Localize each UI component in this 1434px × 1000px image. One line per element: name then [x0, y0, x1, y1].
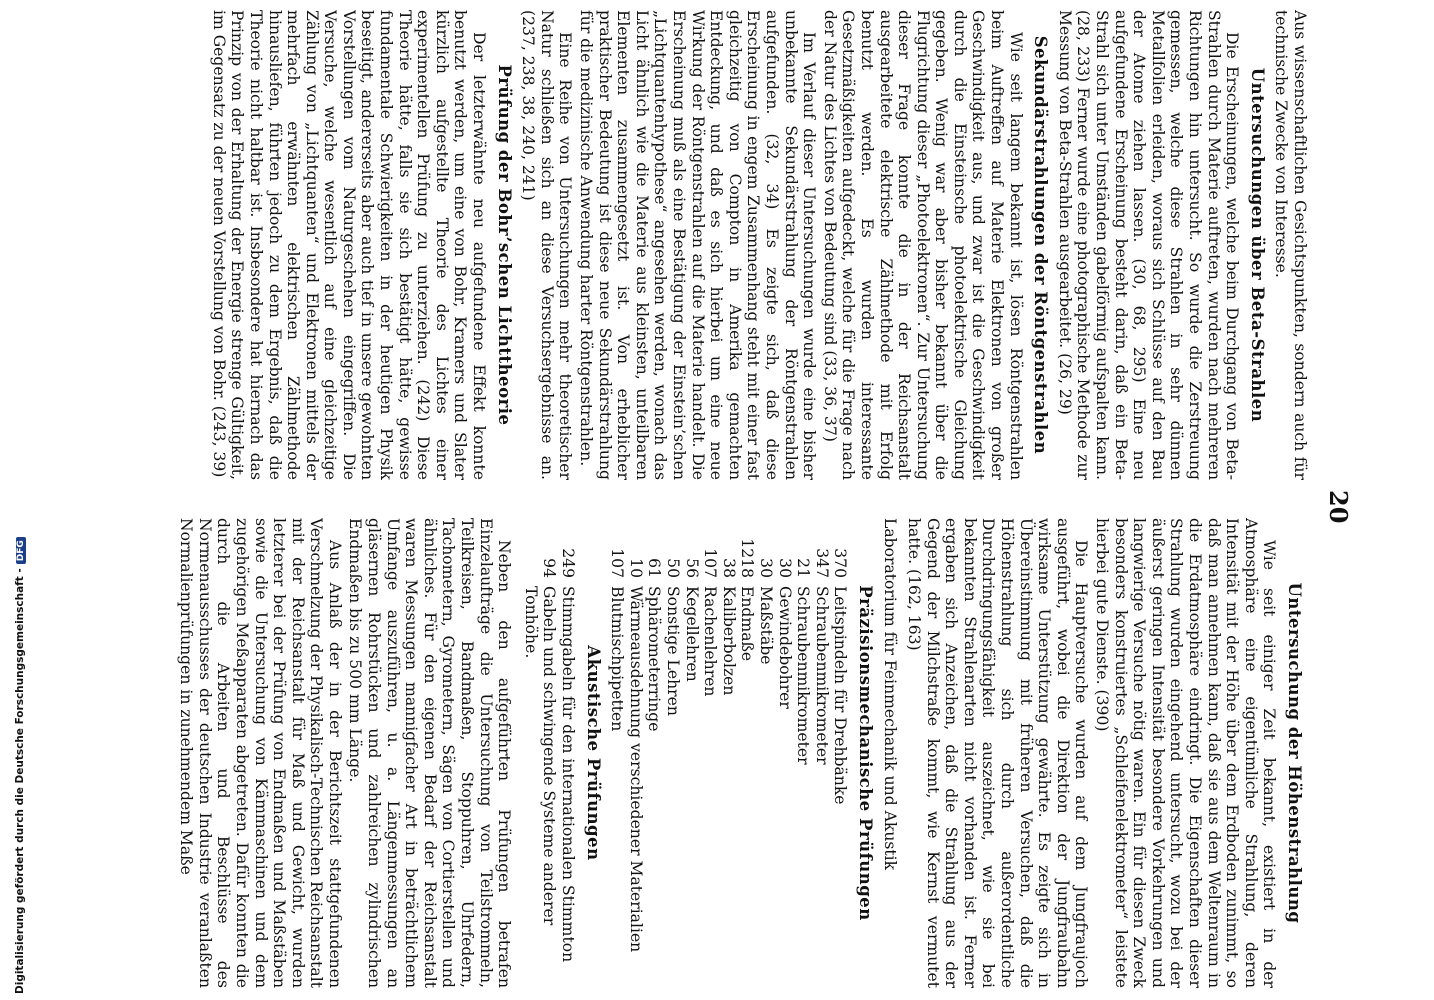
list-item: 370 Leitspindeln für Drehbänke: [831, 548, 850, 805]
paragraph-hoehenstrahlung-2: Die Hauptversuche wurden auf dem Jungfraujoch ausgeführt, wobei die Direktion der Jungfraubahn wirksame Unterstützung gewährte. Es zeigte sich in Übereinstimmung mit früheren Versuchen, daß die Höhenstrahlung sich durch außerordentliche Durchdringungsfähigkeit auszeichnet, wie sie bei bekannten Strahlenarten nicht vorhanden ist. Ferner ergaben sich Anzeichen, daß die Strahlung aus der Gegend der Milchstraße kommt, wie Kernst vermutet hatte. (162, 163): [905, 518, 1091, 988]
section-heading-akustik: Akustische Prüfungen: [583, 645, 603, 861]
laboratory-heading: Laboratorium für Feinmechanik und Akustik: [880, 518, 899, 871]
left-column: [14, 10, 1309, 480]
paragraph-beta: Die Erscheinungen, welche beim Durchgang von Beta-Strahlen durch Materie auftreten, wurden nach mehreren Richtungen hin untersucht. So wurde die Zerstreuung gemessen, welche diese Strahlen in sehr dünnen Metallfolien erleiden, woraus sich Schlüsse auf den Bau der Atome ziehen lassen. (30, 68, 295) Eine neu aufgefundene Erscheinung besteht darin, daß ein Beta-Strahl sich unter Umständen gabelförmig aufspalten kann. (28, 233) Ferner wurde eine photographische Methode zur Messung von Beta-Strahlen ausgearbeitet. (26, 29): [1055, 10, 1242, 480]
section-heading-beta: Untersuchungen über Beta-Strahlen: [1247, 67, 1267, 423]
section-heading-roentgen: Sekundärstrahlungen der Röntgenstrahlen: [1031, 35, 1051, 455]
page-number: 20: [1324, 490, 1353, 524]
dfg-logo-icon: DFG: [16, 537, 26, 564]
list-item: 1218 Endmaße: [738, 538, 757, 662]
list-item: 56 Kegellehren: [682, 558, 701, 682]
digitization-credit: [14, 537, 26, 994]
list-item: 347 Schraubenmikrometer: [812, 548, 831, 765]
section-heading-hoehenstrahlung: Untersuchung der Höhenstrahlung: [1285, 582, 1304, 924]
paragraph-roentgen-2: Im Verlauf dieser Untersuchungen wurde eine bisher unbekannte Sekundärstrahlung der Röntgenstrahlen aufgefunden. (32, 34) Es zeigte sich, daß diese Erscheinung in engem Zusammenhang steht mit einer fast gleichzeitig von Compton in Amerika gemachten Entdeckung, und daß es sich hierbei um eine neue Wirkung der Röntgenstrahlen auf die Materie handelt. Die Erscheinung muß als eine Bestätigung der Einstein’schen „Lichtquantenhypothese“ angesehen werden, wonach das Licht ähnlich wie die Materie aus kleinsten, unteilbaren Elementen zusammengesetzt ist. Von erheblicher praktischer Bedeutung ist diese neue Sekundärstrahlung für die medizinische Anwendung harter Röntgenstrahlen.: [577, 10, 819, 480]
list-item: 21 Schraubenmikrometer: [794, 558, 813, 765]
right-column: [14, 518, 1309, 988]
list-item: 94 Gabeln und schwingende Systeme anderer Tonhöhe.: [521, 558, 559, 926]
list-item: 50 Sonstige Lehren: [664, 558, 682, 716]
credit-text: Digitalisierung gefördert durch die Deutsche Forschungsgemeinschaft -: [14, 568, 26, 994]
paragraph-einzelauftraege: Neben den aufgeführten Prüfungen betrafen Einzelaufträge die Untersuchung von Teilstrommeln, Teilkreisen, Bandmaßen, Stoppuhren, Uhrfedern, Tachometern, Gyrometern, Sägen von Cortierstellen und ähnliches. Für den eigenen Bedarf der Reichsanstalt waren Messungen mannigfacher Art in beträchtlichem Umfange auszuführen, u. a. Längenmessungen an gläsernen Rohrstücken und zahlreichen zylindrischen Endmaßen bis zu 500 mm Länge.: [346, 518, 514, 988]
list-item: 249 Stimmgabeln für den internationalen Stimmton: [559, 548, 578, 963]
akustik-list: [521, 518, 577, 988]
list-item: 30 Maßstäbe: [756, 558, 775, 665]
paragraph-hoehenstrahlung-1: Wie seit einiger Zeit bekannt, existiert in der Atmosphäre eine eigentümliche Strahlung, deren Intensität mit der Höhe über dem Erdboden zunimmt, so daß man annehmen kann, daß sie aus dem Weltenraum in die Erdatmosphäre eindringt. Die Eigenschaften dieser Strahlung wurden eingehend untersucht, wozu bei der äußerst geringen Intensität besondere Vorkehrungen und langwierige Versuche nötig waren. Ein für diesen Zweck besonders konstruiertes „Schleifenelektrometer“ leistete hierbei gute Dienste. (390): [1093, 518, 1279, 988]
paragraph-bohr: Der letzterwähnte neu aufgefundene Effekt konnte benutzt werden, um eine von Bohr, Kramers und Slater kürzlich aufgestellte Theorie des Lichtes einer experimentellen Prüfung zu unterziehen. (242) Diese Theorie hätte, falls sie sich bestätigt hätte, gewisse fundamentale Schwierigkeiten in der heutigen Physik beseitigt, andererseits aber auch tief in unsere gewohnten Vorstellungen vom Naturgeschehen eingegriffen. Die Versuche, welche wesentlich auf eine gleichzeitige Zählung von „Lichtquanten“ und Elektronen mittels der mehrfach erwähnten elektrischen Zählmethode hinausliefen, führten jedoch zu dem Ergebnis, daß die Theorie nicht haltbar ist. Insbesondere hat hiernach das Prinzip von der Erhaltung der Energie strenge Gültigkeit, im Gegensatz zu der neuen Vorstellung von Bohr. (243, 39): [209, 10, 489, 480]
list-item: 107 Blutmischpipetten: [608, 548, 627, 732]
praezision-list: [608, 518, 850, 988]
paragraph-roentgen-1: Wie seit langem bekannt ist, lösen Röntgenstrahlen beim Auftreffen auf Materie Elektronen von großer Geschwindigkeit aus, und zwar ist die Geschwindigkeit durch die Einsteinsche photoelektrische Gleichung gegeben. Wenig war aber bisher bekannt über die Flugrichtung dieser „Photoelektronen“. Zur Untersuchung dieser Frage konnte die in der Reichsanstalt ausgearbeitete elektrische Zählmethode mit Erfolg benutzt werden. Es wurden interessante Gesetzmäßigkeiten aufgedeckt, welche für die Frage nach der Natur des Lichtes von Bedeutung sind (33, 36, 37): [820, 10, 1025, 480]
section-heading-praezision: Präzisionsmechanische Prüfungen: [855, 585, 875, 921]
rotated-page: [10, 0, 1355, 1000]
paragraph-roentgen-3: Eine Reihe von Untersuchungen mehr theoretischer Natur schließen sich an diese Versuchsergebnisse an. (237, 238, 38, 240, 241): [519, 10, 575, 480]
list-item: 38 Kaliberbolzen: [719, 558, 738, 696]
list-item: 107 Rachenlehren: [701, 548, 720, 697]
list-item: 30 Gewindebohrer: [775, 558, 794, 709]
list-item: 10 Wärmeausdehnung verschiedener Materialien: [626, 558, 645, 953]
list-item: 61 Sphärometerringe: [645, 558, 664, 732]
section-heading-bohr: Prüfung der Bohr’schen Lichttheorie: [494, 64, 514, 426]
paragraph-verschmelzung: Aus Anlaß der in der Berichtszeit stattgefundenen Verschmelzung der Physikalisch-Technischen Reichsanstalt mit der Reichsanstalt für Maß und Gewicht, wurden letzterer bei der Prüfung von Endmaßen und Maßstäben sowie die Untersuchung von Kämmaschinen und dem zugehörigen Meßapparaten abgetreten. Dafür konnten die durch die Arbeiten und Beschlüsse des Normenausschusses der deutschen Industrie veranlaßten Normalienprüfungen in zunehmendem Maße: [177, 518, 344, 988]
intro-paragraph: Aus wissenschaftlichen Gesichtspunkten, sondern auch für technische Zwecke von Interesse.: [1272, 10, 1309, 480]
